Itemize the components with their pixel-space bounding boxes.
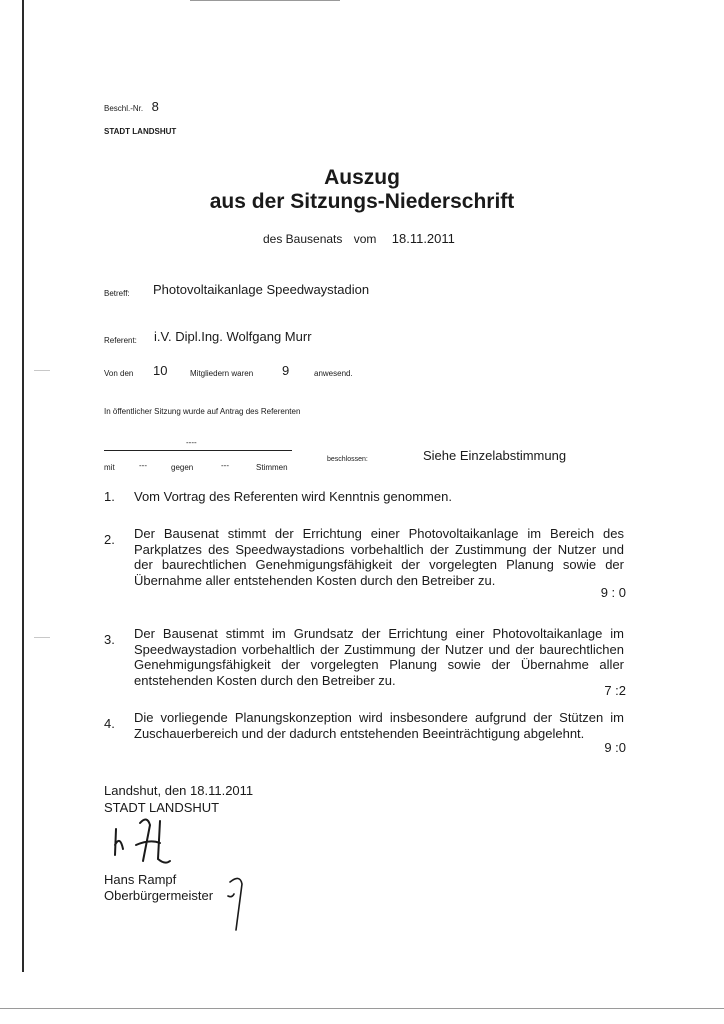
item-text: Vom Vortrag des Referenten wird Kenntnis genommen. [134, 489, 452, 504]
motion-line: In öffentlicher Sitzung wurde auf Antrag des Referenten [104, 407, 301, 416]
subject-label: Betreff: [104, 289, 130, 298]
footer-signer-name: Hans Rampf [104, 872, 177, 887]
page-subtitle: aus der Sitzungs-Niederschrift [209, 190, 515, 213]
session-body: des Bausenats [263, 232, 343, 246]
scan-bottom-edge [0, 1008, 724, 1009]
referent-label: Referent: [104, 336, 137, 345]
vote-gegen-value: --- [221, 461, 229, 470]
attendance-von-den: Von den [104, 369, 134, 378]
footer-signer-title: Oberbürgermeister [104, 888, 214, 903]
punch-mark [34, 637, 50, 638]
item-text: Der Bausenat stimmt der Errichtung einer Photovoltaikanlage im Bereich des Parkplatzes des Speedwaystadions vorbehaltlich der Zustimmung der Nutzer und der baurechtlichen Genehmigungsfähigkeit der vorgelegten Planung sowie der Übernahme aller entstehenden Kosten durch den Betreiber zu. [134, 526, 624, 588]
subject-value: Photovoltaikanlage Speedwaystadion [153, 282, 370, 297]
vote-rule [104, 450, 292, 451]
item-number: 2. [104, 532, 115, 547]
footer-place-date: Landshut, den 18.11.2011 [104, 783, 254, 798]
attendance-members-total: 10 [153, 363, 168, 378]
handwritten-signature [110, 815, 190, 870]
vote-beschlossen-label: beschlossen: [327, 456, 368, 463]
scan-left-edge [22, 0, 24, 972]
vote-result: Siehe Einzelabstimmung [423, 448, 567, 463]
item-number: 3. [104, 632, 115, 647]
vote-mit-value: --- [139, 461, 147, 470]
referent-value: i.V. Dipl.Ing. Wolfgang Murr [154, 329, 312, 344]
item-vote: 9 :0 [604, 740, 626, 755]
item-text: Die vorliegende Planungskonzeption wird insbesondere aufgrund der Stützen im Zuschauerbereich und der dadurch entstehenden Beeinträchtigung abgelehnt. [134, 710, 624, 741]
item-vote: 9 : 0 [600, 585, 626, 600]
beschl-label: Beschl.-Nr. [104, 104, 144, 113]
beschl-number: 8 [151, 99, 159, 114]
item-vote: 7 :2 [604, 683, 626, 698]
page-title: Auszug [324, 166, 400, 189]
vote-gegen-label: gegen [171, 463, 194, 472]
attendance-present: 9 [282, 363, 290, 378]
session-vom: vom [353, 232, 377, 246]
beschl-line [104, 98, 159, 116]
paraph-signature [222, 872, 252, 934]
item-number: 1. [104, 489, 115, 504]
attendance-mitgliedern: Mitgliedern waren [190, 369, 254, 378]
scan-top-edge [190, 0, 340, 1]
vote-stimmen-label: Stimmen [256, 463, 288, 472]
footer-authority: STADT LANDSHUT [104, 800, 220, 815]
session-date: 18.11.2011 [391, 231, 455, 246]
punch-mark [34, 370, 50, 371]
vote-mit-label: mit [104, 463, 115, 472]
item-text: Der Bausenat stimmt im Grundsatz der Errichtung einer Photovoltaikanlage im Speedwaystadion vorbehaltlich der Zustimmung der Nutzer und der baurechtlichen Genehmigungsfähigkeit der vorgelegten Planung sowie der Übernahme aller entstehenden Kosten durch den Betreiber zu. [134, 626, 624, 688]
vote-dashes: ---- [186, 438, 197, 447]
attendance-anwesend: anwesend. [314, 369, 353, 378]
authority-header: STADT LANDSHUT [104, 127, 177, 136]
session-line [263, 231, 455, 246]
item-number: 4. [104, 716, 115, 731]
